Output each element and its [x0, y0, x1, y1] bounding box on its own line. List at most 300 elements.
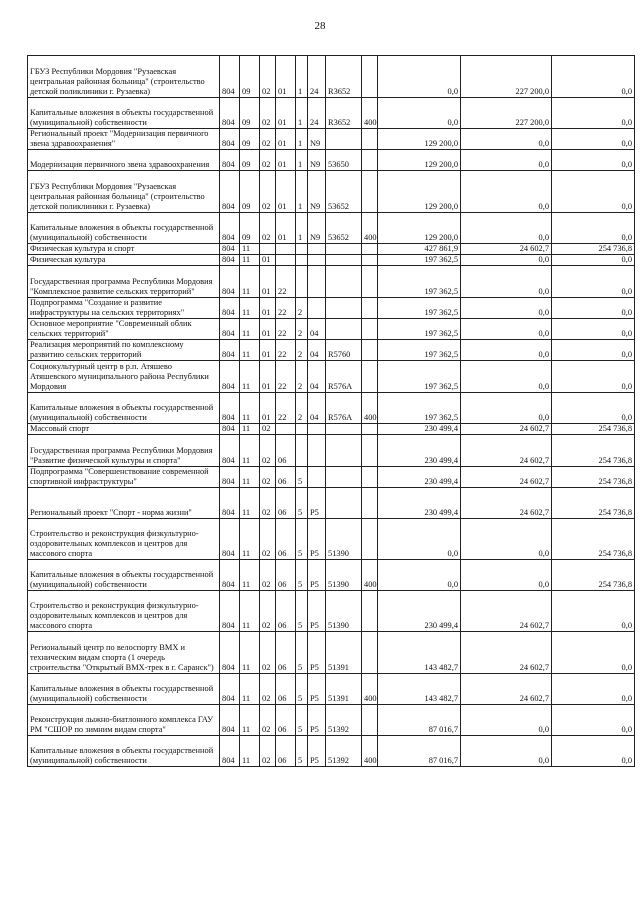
- gp-code-cell: 06: [276, 705, 296, 736]
- pp-code-cell: 1: [296, 98, 308, 129]
- pp-code-cell: [296, 266, 308, 298]
- amount-v1-cell: 0,0: [378, 98, 461, 129]
- amount-v3-cell: 0,0: [552, 213, 635, 244]
- row-name-cell: ГБУЗ Республики Мордовия "Рузаевская центральная районная больница" (строительство детской поликлиники г. Рузаевка): [28, 56, 220, 98]
- nr-code-cell: [326, 129, 362, 150]
- rz-code-cell: 11: [240, 435, 260, 467]
- amount-v3-cell: 0,0: [552, 150, 635, 171]
- amount-v3-cell: 0,0: [552, 361, 635, 393]
- vr-code-cell: [362, 340, 378, 361]
- gp-code-cell: [276, 244, 296, 255]
- nr-code-cell: [326, 255, 362, 266]
- pp-code-cell: 5: [296, 519, 308, 560]
- vr-code-cell: 400: [362, 393, 378, 424]
- amount-v1-cell: 230 499,4: [378, 591, 461, 632]
- amount-v1-cell: 197 362,5: [378, 361, 461, 393]
- om-code-cell: [308, 435, 326, 467]
- amount-v1-cell: 129 200,0: [378, 129, 461, 150]
- om-code-cell: 04: [308, 340, 326, 361]
- row-name-cell: Строительство и реконструкция физкультурно-оздоровительных комплексов и центров для массового спорта: [28, 519, 220, 560]
- gp-code-cell: 06: [276, 674, 296, 705]
- gr-code-cell: 804: [220, 435, 240, 467]
- pr-code-cell: 02: [260, 213, 276, 244]
- pp-code-cell: 2: [296, 340, 308, 361]
- nr-code-cell: 51391: [326, 632, 362, 674]
- rz-code-cell: 11: [240, 591, 260, 632]
- amount-v1-cell: 87 016,7: [378, 736, 461, 767]
- amount-v1-cell: 230 499,4: [378, 435, 461, 467]
- amount-v3-cell: 0,0: [552, 266, 635, 298]
- table-row: [28, 244, 635, 255]
- amount-v3-cell: 254 736,8: [552, 244, 635, 255]
- nr-code-cell: 51390: [326, 591, 362, 632]
- amount-v2-cell: 24 602,7: [461, 674, 552, 705]
- amount-v1-cell: 129 200,0: [378, 213, 461, 244]
- nr-code-cell: R576A: [326, 393, 362, 424]
- gr-code-cell: 804: [220, 467, 240, 488]
- nr-code-cell: [326, 424, 362, 435]
- row-name-cell: Массовый спорт: [28, 424, 220, 435]
- amount-v2-cell: 24 602,7: [461, 467, 552, 488]
- table-row: [28, 361, 635, 393]
- om-code-cell: P5: [308, 705, 326, 736]
- amount-v2-cell: 0,0: [461, 298, 552, 319]
- pp-code-cell: 2: [296, 298, 308, 319]
- table-row: [28, 632, 635, 674]
- pr-code-cell: 02: [260, 56, 276, 98]
- pp-code-cell: 1: [296, 213, 308, 244]
- row-name-cell: Капитальные вложения в объекты государственной (муниципальной) собственности: [28, 560, 220, 591]
- gp-code-cell: 06: [276, 435, 296, 467]
- amount-v1-cell: 129 200,0: [378, 150, 461, 171]
- amount-v2-cell: 24 602,7: [461, 244, 552, 255]
- gp-code-cell: 06: [276, 736, 296, 767]
- gp-code-cell: [276, 255, 296, 266]
- pr-code-cell: 02: [260, 129, 276, 150]
- gr-code-cell: 804: [220, 298, 240, 319]
- gp-code-cell: 22: [276, 266, 296, 298]
- row-name-cell: Региональный проект "Спорт - норма жизни": [28, 488, 220, 519]
- amount-v3-cell: 254 736,8: [552, 519, 635, 560]
- nr-code-cell: 53652: [326, 213, 362, 244]
- vr-code-cell: 400: [362, 98, 378, 129]
- pr-code-cell: 02: [260, 519, 276, 560]
- vr-code-cell: 400: [362, 736, 378, 767]
- vr-code-cell: [362, 632, 378, 674]
- amount-v2-cell: 227 200,0: [461, 98, 552, 129]
- rz-code-cell: 09: [240, 98, 260, 129]
- amount-v2-cell: 0,0: [461, 393, 552, 424]
- pr-code-cell: 02: [260, 171, 276, 213]
- vr-code-cell: [362, 244, 378, 255]
- pp-code-cell: 1: [296, 171, 308, 213]
- pp-code-cell: 1: [296, 129, 308, 150]
- pr-code-cell: 02: [260, 632, 276, 674]
- rz-code-cell: 11: [240, 424, 260, 435]
- vr-code-cell: [362, 255, 378, 266]
- nr-code-cell: [326, 266, 362, 298]
- gr-code-cell: 804: [220, 632, 240, 674]
- om-code-cell: P5: [308, 519, 326, 560]
- rz-code-cell: 11: [240, 560, 260, 591]
- rz-code-cell: 11: [240, 488, 260, 519]
- amount-v3-cell: 0,0: [552, 591, 635, 632]
- row-name-cell: Реализация мероприятий по комплексному развитию сельских территорий: [28, 340, 220, 361]
- nr-code-cell: [326, 319, 362, 340]
- gp-code-cell: 01: [276, 129, 296, 150]
- amount-v2-cell: 24 602,7: [461, 488, 552, 519]
- pr-code-cell: 02: [260, 98, 276, 129]
- rz-code-cell: 11: [240, 361, 260, 393]
- amount-v2-cell: 24 602,7: [461, 632, 552, 674]
- pr-code-cell: 01: [260, 319, 276, 340]
- pp-code-cell: 5: [296, 488, 308, 519]
- vr-code-cell: [362, 467, 378, 488]
- amount-v2-cell: 0,0: [461, 171, 552, 213]
- pp-code-cell: 5: [296, 560, 308, 591]
- gp-code-cell: 01: [276, 213, 296, 244]
- vr-code-cell: [362, 298, 378, 319]
- amount-v1-cell: 427 861,9: [378, 244, 461, 255]
- table-row: [28, 255, 635, 266]
- gr-code-cell: 804: [220, 736, 240, 767]
- table-row: [28, 519, 635, 560]
- om-code-cell: [308, 467, 326, 488]
- vr-code-cell: [362, 171, 378, 213]
- vr-code-cell: [362, 424, 378, 435]
- row-name-cell: Социокультурный центр в р.п. Атяшево Атяшевского муниципального района Республики Мордовия: [28, 361, 220, 393]
- rz-code-cell: 11: [240, 266, 260, 298]
- row-name-cell: Физическая культура: [28, 255, 220, 266]
- rz-code-cell: 11: [240, 736, 260, 767]
- row-name-cell: Подпрограмма "Создание и развитие инфраструктуры на сельских территориях": [28, 298, 220, 319]
- gp-code-cell: 01: [276, 150, 296, 171]
- rz-code-cell: 09: [240, 150, 260, 171]
- gp-code-cell: [276, 424, 296, 435]
- table-row: [28, 674, 635, 705]
- rz-code-cell: 11: [240, 255, 260, 266]
- vr-code-cell: 400: [362, 560, 378, 591]
- gr-code-cell: 804: [220, 424, 240, 435]
- pp-code-cell: 2: [296, 361, 308, 393]
- table-row: [28, 393, 635, 424]
- pr-code-cell: 02: [260, 424, 276, 435]
- row-name-cell: Государственная программа Республики Мордовия "Развитие физической культуры и спорта": [28, 435, 220, 467]
- pp-code-cell: 2: [296, 319, 308, 340]
- budget-table: [27, 55, 635, 767]
- pp-code-cell: 5: [296, 736, 308, 767]
- vr-code-cell: [362, 705, 378, 736]
- nr-code-cell: 51391: [326, 674, 362, 705]
- om-code-cell: N9: [308, 150, 326, 171]
- gr-code-cell: 804: [220, 171, 240, 213]
- table-row: [28, 98, 635, 129]
- amount-v3-cell: 0,0: [552, 298, 635, 319]
- om-code-cell: P5: [308, 674, 326, 705]
- vr-code-cell: [362, 129, 378, 150]
- amount-v1-cell: 87 016,7: [378, 705, 461, 736]
- amount-v1-cell: 197 362,5: [378, 255, 461, 266]
- amount-v1-cell: 197 362,5: [378, 393, 461, 424]
- pp-code-cell: 5: [296, 674, 308, 705]
- pr-code-cell: 02: [260, 435, 276, 467]
- table-row: [28, 213, 635, 244]
- gr-code-cell: 804: [220, 255, 240, 266]
- gp-code-cell: 06: [276, 591, 296, 632]
- nr-code-cell: [326, 467, 362, 488]
- pr-code-cell: 02: [260, 467, 276, 488]
- row-name-cell: Модернизация первичного звена здравоохранения: [28, 150, 220, 171]
- nr-code-cell: R576A: [326, 361, 362, 393]
- gp-code-cell: 06: [276, 467, 296, 488]
- pp-code-cell: 1: [296, 150, 308, 171]
- rz-code-cell: 11: [240, 467, 260, 488]
- page-number: 28: [314, 20, 326, 32]
- table-row: [28, 150, 635, 171]
- amount-v3-cell: 0,0: [552, 393, 635, 424]
- pp-code-cell: [296, 424, 308, 435]
- amount-v3-cell: 0,0: [552, 171, 635, 213]
- amount-v3-cell: 0,0: [552, 674, 635, 705]
- pr-code-cell: 02: [260, 705, 276, 736]
- vr-code-cell: 400: [362, 213, 378, 244]
- amount-v3-cell: 254 736,8: [552, 435, 635, 467]
- table-row: [28, 591, 635, 632]
- table-row: [28, 435, 635, 467]
- gr-code-cell: 804: [220, 705, 240, 736]
- gr-code-cell: 804: [220, 150, 240, 171]
- amount-v2-cell: 0,0: [461, 560, 552, 591]
- amount-v2-cell: 24 602,7: [461, 435, 552, 467]
- amount-v3-cell: 254 736,8: [552, 560, 635, 591]
- om-code-cell: N9: [308, 171, 326, 213]
- gr-code-cell: 804: [220, 56, 240, 98]
- nr-code-cell: R3652: [326, 56, 362, 98]
- row-name-cell: Капитальные вложения в объекты государственной (муниципальной) собственности: [28, 393, 220, 424]
- pr-code-cell: 01: [260, 340, 276, 361]
- om-code-cell: 04: [308, 393, 326, 424]
- pr-code-cell: 01: [260, 393, 276, 424]
- nr-code-cell: 51390: [326, 560, 362, 591]
- pr-code-cell: 01: [260, 361, 276, 393]
- amount-v2-cell: 0,0: [461, 266, 552, 298]
- amount-v1-cell: 129 200,0: [378, 171, 461, 213]
- pr-code-cell: 01: [260, 298, 276, 319]
- vr-code-cell: [362, 266, 378, 298]
- pr-code-cell: 02: [260, 150, 276, 171]
- table-row: [28, 266, 635, 298]
- gp-code-cell: 22: [276, 298, 296, 319]
- amount-v2-cell: 0,0: [461, 129, 552, 150]
- gp-code-cell: 01: [276, 171, 296, 213]
- om-code-cell: [308, 424, 326, 435]
- table-row: [28, 56, 635, 98]
- gp-code-cell: 01: [276, 98, 296, 129]
- nr-code-cell: [326, 244, 362, 255]
- table-row: [28, 467, 635, 488]
- gr-code-cell: 804: [220, 519, 240, 560]
- pp-code-cell: [296, 435, 308, 467]
- amount-v2-cell: 0,0: [461, 150, 552, 171]
- row-name-cell: Физическая культура и спорт: [28, 244, 220, 255]
- vr-code-cell: 400: [362, 674, 378, 705]
- row-name-cell: Подпрограмма "Совершенствование современной спортивной инфраструктуры": [28, 467, 220, 488]
- amount-v2-cell: 24 602,7: [461, 424, 552, 435]
- amount-v1-cell: 197 362,5: [378, 319, 461, 340]
- rz-code-cell: 11: [240, 393, 260, 424]
- vr-code-cell: [362, 591, 378, 632]
- amount-v2-cell: 0,0: [461, 213, 552, 244]
- row-name-cell: Строительство и реконструкция физкультурно-оздоровительных комплексов и центров для массового спорта: [28, 591, 220, 632]
- amount-v2-cell: 0,0: [461, 736, 552, 767]
- gr-code-cell: 804: [220, 340, 240, 361]
- gp-code-cell: 22: [276, 361, 296, 393]
- row-name-cell: Капитальные вложения в объекты государственной (муниципальной) собственности: [28, 98, 220, 129]
- gr-code-cell: 804: [220, 244, 240, 255]
- nr-code-cell: 51392: [326, 736, 362, 767]
- om-code-cell: N9: [308, 129, 326, 150]
- amount-v1-cell: 0,0: [378, 519, 461, 560]
- table-row: [28, 705, 635, 736]
- rz-code-cell: 09: [240, 129, 260, 150]
- rz-code-cell: 11: [240, 340, 260, 361]
- pp-code-cell: [296, 255, 308, 266]
- amount-v1-cell: 197 362,5: [378, 298, 461, 319]
- gp-code-cell: 22: [276, 319, 296, 340]
- amount-v3-cell: 254 736,8: [552, 424, 635, 435]
- gr-code-cell: 804: [220, 361, 240, 393]
- row-name-cell: Капитальные вложения в объекты государственной (муниципальной) собственности: [28, 213, 220, 244]
- nr-code-cell: [326, 488, 362, 519]
- pr-code-cell: 02: [260, 736, 276, 767]
- gr-code-cell: 804: [220, 591, 240, 632]
- amount-v3-cell: 0,0: [552, 98, 635, 129]
- gp-code-cell: 01: [276, 56, 296, 98]
- table-row: [28, 298, 635, 319]
- pp-code-cell: 5: [296, 591, 308, 632]
- rz-code-cell: 11: [240, 298, 260, 319]
- pp-code-cell: [296, 244, 308, 255]
- row-name-cell: Государственная программа Республики Мордовия "Комплексное развитие сельских территорий": [28, 266, 220, 298]
- table-row: [28, 560, 635, 591]
- table-row: [28, 171, 635, 213]
- pr-code-cell: 02: [260, 674, 276, 705]
- vr-code-cell: [362, 519, 378, 560]
- nr-code-cell: 51392: [326, 705, 362, 736]
- vr-code-cell: [362, 361, 378, 393]
- om-code-cell: 24: [308, 56, 326, 98]
- rz-code-cell: 09: [240, 56, 260, 98]
- amount-v3-cell: 0,0: [552, 340, 635, 361]
- amount-v1-cell: 197 362,5: [378, 340, 461, 361]
- table-body: [28, 56, 635, 767]
- nr-code-cell: R5760: [326, 340, 362, 361]
- om-code-cell: P5: [308, 632, 326, 674]
- rz-code-cell: 11: [240, 674, 260, 705]
- om-code-cell: 04: [308, 361, 326, 393]
- row-name-cell: Капитальные вложения в объекты государственной (муниципальной) собственности: [28, 736, 220, 767]
- pp-code-cell: 5: [296, 632, 308, 674]
- om-code-cell: 04: [308, 319, 326, 340]
- om-code-cell: P5: [308, 488, 326, 519]
- amount-v3-cell: 0,0: [552, 129, 635, 150]
- nr-code-cell: [326, 298, 362, 319]
- vr-code-cell: [362, 488, 378, 519]
- gr-code-cell: 804: [220, 488, 240, 519]
- amount-v3-cell: 0,0: [552, 56, 635, 98]
- om-code-cell: P5: [308, 560, 326, 591]
- amount-v3-cell: 254 736,8: [552, 488, 635, 519]
- vr-code-cell: [362, 435, 378, 467]
- gr-code-cell: 804: [220, 674, 240, 705]
- gr-code-cell: 804: [220, 266, 240, 298]
- gp-code-cell: 06: [276, 560, 296, 591]
- pr-code-cell: 02: [260, 560, 276, 591]
- gr-code-cell: 804: [220, 560, 240, 591]
- gr-code-cell: 804: [220, 129, 240, 150]
- amount-v3-cell: 0,0: [552, 632, 635, 674]
- om-code-cell: [308, 298, 326, 319]
- amount-v1-cell: 230 499,4: [378, 424, 461, 435]
- om-code-cell: P5: [308, 736, 326, 767]
- gr-code-cell: 804: [220, 213, 240, 244]
- gp-code-cell: 22: [276, 393, 296, 424]
- pr-code-cell: 01: [260, 266, 276, 298]
- rz-code-cell: 11: [240, 632, 260, 674]
- rz-code-cell: 11: [240, 319, 260, 340]
- amount-v1-cell: 143 482,7: [378, 674, 461, 705]
- table-row: [28, 488, 635, 519]
- nr-code-cell: 51390: [326, 519, 362, 560]
- table-row: [28, 319, 635, 340]
- amount-v2-cell: 0,0: [461, 519, 552, 560]
- amount-v3-cell: 254 736,8: [552, 467, 635, 488]
- om-code-cell: P5: [308, 591, 326, 632]
- nr-code-cell: 53650: [326, 150, 362, 171]
- rz-code-cell: 11: [240, 705, 260, 736]
- gp-code-cell: 06: [276, 519, 296, 560]
- amount-v3-cell: 0,0: [552, 255, 635, 266]
- row-name-cell: Региональный центр по велоспорту BMX и техническим видам спорта (1 очередь строительства "Открытый BMX-трек в г. Саранск"): [28, 632, 220, 674]
- om-code-cell: [308, 255, 326, 266]
- rz-code-cell: 09: [240, 213, 260, 244]
- gp-code-cell: 06: [276, 488, 296, 519]
- pp-code-cell: 5: [296, 467, 308, 488]
- pr-code-cell: 02: [260, 591, 276, 632]
- amount-v3-cell: 0,0: [552, 736, 635, 767]
- table-row: [28, 424, 635, 435]
- gp-code-cell: 22: [276, 340, 296, 361]
- row-name-cell: Капитальные вложения в объекты государственной (муниципальной) собственности: [28, 674, 220, 705]
- amount-v1-cell: 230 499,4: [378, 467, 461, 488]
- gr-code-cell: 804: [220, 98, 240, 129]
- vr-code-cell: [362, 150, 378, 171]
- amount-v1-cell: 0,0: [378, 56, 461, 98]
- row-name-cell: Реконструкция лыжно-биатлонного комплекса ГАУ РМ "СШОР по зимним видам спорта": [28, 705, 220, 736]
- table-row: [28, 340, 635, 361]
- amount-v1-cell: 0,0: [378, 560, 461, 591]
- rz-code-cell: 11: [240, 244, 260, 255]
- pp-code-cell: 5: [296, 705, 308, 736]
- vr-code-cell: [362, 319, 378, 340]
- row-name-cell: Региональный проект "Модернизация первичного звена здравоохранения": [28, 129, 220, 150]
- pr-code-cell: [260, 244, 276, 255]
- gr-code-cell: 804: [220, 319, 240, 340]
- om-code-cell: [308, 266, 326, 298]
- amount-v2-cell: 0,0: [461, 255, 552, 266]
- nr-code-cell: [326, 435, 362, 467]
- amount-v1-cell: 143 482,7: [378, 632, 461, 674]
